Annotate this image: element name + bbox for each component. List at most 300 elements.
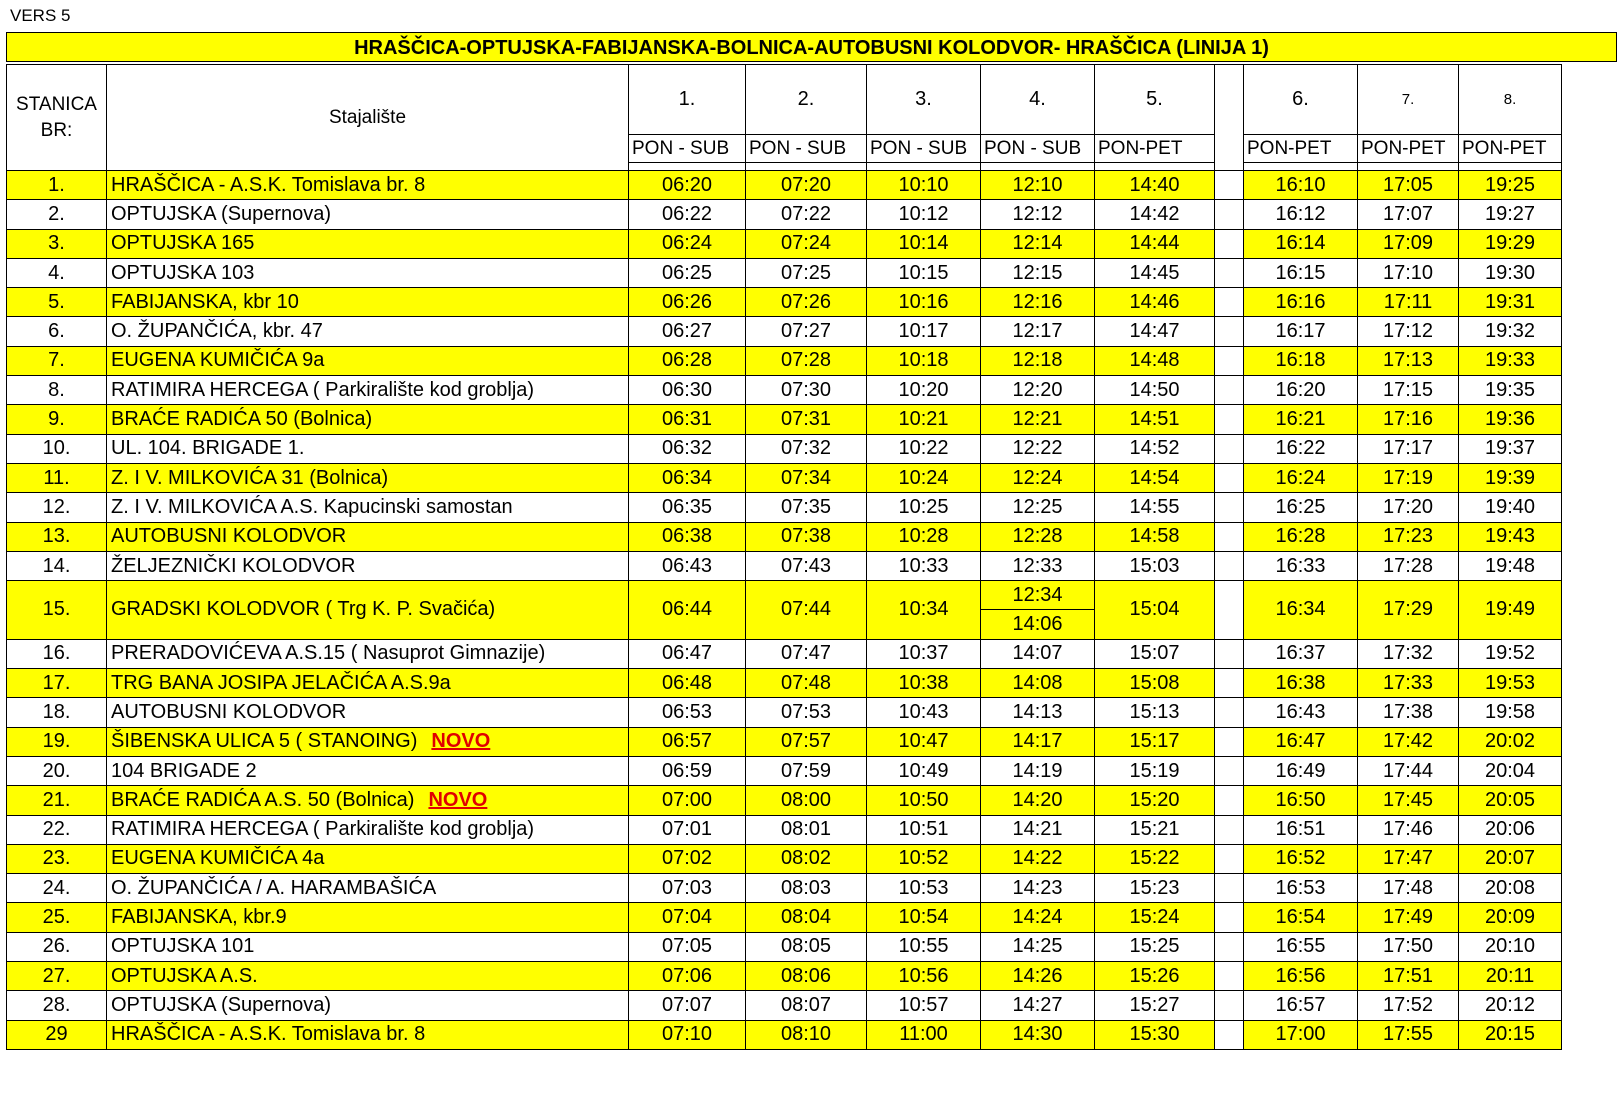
departure-time: 07:35 — [746, 493, 867, 522]
departure-time: 16:56 — [1244, 962, 1358, 991]
departure-time: 10:20 — [867, 376, 981, 405]
spacer-column — [1215, 756, 1244, 785]
departure-time: 12:34 — [981, 581, 1095, 610]
table-row — [7, 346, 1562, 375]
departure-time: 06:35 — [629, 493, 746, 522]
departure-time: 16:55 — [1244, 932, 1358, 961]
station-number: 18. — [7, 698, 107, 727]
departure-time: 12:18 — [981, 346, 1095, 375]
departure-time: 17:16 — [1358, 405, 1459, 434]
departure-time: 10:57 — [867, 991, 981, 1020]
departure-number: 7. — [1358, 65, 1459, 135]
departure-time: 17:17 — [1358, 434, 1459, 463]
departure-time: 14:06 — [981, 610, 1095, 639]
departure-time: 20:05 — [1459, 786, 1562, 815]
departure-time: 20:07 — [1459, 844, 1562, 873]
departure-time: 10:37 — [867, 639, 981, 668]
departure-time: 12:12 — [981, 200, 1095, 229]
departure-time: 19:27 — [1459, 200, 1562, 229]
departure-time: 19:36 — [1459, 405, 1562, 434]
departure-time: 10:10 — [867, 171, 981, 200]
stop-name: BRAĆE RADIĆA 50 (Bolnica) — [111, 408, 373, 431]
table-row — [7, 991, 1562, 1020]
departure-time: 19:31 — [1459, 288, 1562, 317]
spacer-column — [1215, 727, 1244, 756]
departure-time: 07:32 — [746, 434, 867, 463]
table-row — [7, 786, 1562, 815]
departure-time: 07:59 — [746, 756, 867, 785]
spacer-column — [1215, 639, 1244, 668]
stop-name: EUGENA KUMIČIĆA 4a — [111, 847, 325, 870]
departure-time: 17:10 — [1358, 258, 1459, 287]
departure-time: 17:29 — [1358, 581, 1459, 640]
stop-name: AUTOBUSNI KOLODVOR — [111, 525, 347, 548]
spacer-column — [1215, 962, 1244, 991]
departure-time: 07:53 — [746, 698, 867, 727]
table-row — [7, 229, 1562, 258]
stop-name: OPTUJSKA 165 — [111, 232, 255, 255]
table-row — [7, 962, 1562, 991]
departure-time: 10:38 — [867, 669, 981, 698]
table-row — [7, 434, 1562, 463]
departure-time: 16:17 — [1244, 317, 1358, 346]
spacer-column — [1215, 463, 1244, 492]
departure-time: 17:50 — [1358, 932, 1459, 961]
departure-time: 14:23 — [981, 874, 1095, 903]
departure-time: 17:12 — [1358, 317, 1459, 346]
departure-time: 19:49 — [1459, 581, 1562, 640]
departure-time: 16:53 — [1244, 874, 1358, 903]
departure-time: 15:27 — [1095, 991, 1215, 1020]
departure-time: 17:45 — [1358, 786, 1459, 815]
station-number: 25. — [7, 903, 107, 932]
departure-days: PON-PET — [1459, 135, 1562, 163]
table-row — [7, 844, 1562, 873]
departure-time: 06:43 — [629, 551, 746, 580]
stop-name: TRG BANA JOSIPA JELAČIĆA A.S.9a — [111, 671, 451, 694]
departure-time: 14:30 — [981, 1020, 1095, 1049]
departure-time: 16:54 — [1244, 903, 1358, 932]
departure-time: 10:43 — [867, 698, 981, 727]
departure-time: 14:47 — [1095, 317, 1215, 346]
departure-time: 14:19 — [981, 756, 1095, 785]
departure-time: 15:03 — [1095, 551, 1215, 580]
stop-name-cell — [107, 376, 629, 405]
station-number: 28. — [7, 991, 107, 1020]
departure-time: 16:34 — [1244, 581, 1358, 640]
departure-time: 14:25 — [981, 932, 1095, 961]
new-stop-badge: NOVO — [431, 730, 491, 753]
departure-time: 15:08 — [1095, 669, 1215, 698]
departure-time: 16:51 — [1244, 815, 1358, 844]
departure-time: 19:30 — [1459, 258, 1562, 287]
spacer-column — [1215, 874, 1244, 903]
spacer-column — [1215, 65, 1244, 171]
departure-time: 12:14 — [981, 229, 1095, 258]
departure-time: 17:38 — [1358, 698, 1459, 727]
departure-time: 15:20 — [1095, 786, 1215, 815]
stop-name-cell — [107, 171, 629, 200]
departure-time: 10:25 — [867, 493, 981, 522]
departure-days: PON - SUB — [981, 135, 1095, 163]
departure-number: 1. — [629, 65, 746, 135]
stop-name-cell — [107, 844, 629, 873]
spacer-column — [1215, 522, 1244, 551]
departure-time: 06:27 — [629, 317, 746, 346]
stop-name-cell — [107, 551, 629, 580]
table-row — [7, 874, 1562, 903]
departure-time: 12:15 — [981, 258, 1095, 287]
stop-name: PRERADOVIĆEVA A.S.15 ( Nasuprot Gimnazije) — [111, 642, 546, 665]
departure-time: 15:21 — [1095, 815, 1215, 844]
departure-time: 06:57 — [629, 727, 746, 756]
departure-time: 07:26 — [746, 288, 867, 317]
station-number: 10. — [7, 434, 107, 463]
table-row — [7, 727, 1562, 756]
departure-days: PON-PET — [1095, 135, 1215, 163]
departure-time: 12:22 — [981, 434, 1095, 463]
departure-time: 06:53 — [629, 698, 746, 727]
spacer-column — [1215, 932, 1244, 961]
departure-time: 12:21 — [981, 405, 1095, 434]
spacer-column — [1215, 669, 1244, 698]
departure-time: 16:14 — [1244, 229, 1358, 258]
spacer-column — [1215, 200, 1244, 229]
departure-time: 10:53 — [867, 874, 981, 903]
departure-time: 16:47 — [1244, 727, 1358, 756]
table-row — [7, 551, 1562, 580]
departure-time: 07:04 — [629, 903, 746, 932]
station-number: 24. — [7, 874, 107, 903]
departure-time: 08:03 — [746, 874, 867, 903]
departure-time: 10:18 — [867, 346, 981, 375]
departure-time: 06:26 — [629, 288, 746, 317]
header-row — [7, 65, 1562, 135]
stop-name: UL. 104. BRIGADE 1. — [111, 437, 305, 460]
departure-time: 07:34 — [746, 463, 867, 492]
stop-name: RATIMIRA HERCEGA ( Parkiralište kod groblja) — [111, 378, 535, 401]
stop-name-cell — [107, 874, 629, 903]
departure-time: 19:35 — [1459, 376, 1562, 405]
departure-time: 16:28 — [1244, 522, 1358, 551]
station-number: 1. — [7, 171, 107, 200]
departure-time: 20:10 — [1459, 932, 1562, 961]
departure-days: PON - SUB — [629, 135, 746, 163]
departure-time: 16:33 — [1244, 551, 1358, 580]
spacer-column — [1215, 288, 1244, 317]
departure-time: 06:20 — [629, 171, 746, 200]
departure-time: 10:15 — [867, 258, 981, 287]
departure-time: 17:48 — [1358, 874, 1459, 903]
departure-time: 08:10 — [746, 1020, 867, 1049]
departure-time: 08:04 — [746, 903, 867, 932]
spacer-column — [1215, 229, 1244, 258]
departure-time: 14:22 — [981, 844, 1095, 873]
departure-time: 10:47 — [867, 727, 981, 756]
station-number: 22. — [7, 815, 107, 844]
table-row — [7, 463, 1562, 492]
spacer-column — [1215, 844, 1244, 873]
station-number: 15. — [7, 581, 107, 640]
departure-time: 15:25 — [1095, 932, 1215, 961]
departure-time: 14:27 — [981, 991, 1095, 1020]
table-row — [7, 639, 1562, 668]
station-number: 4. — [7, 258, 107, 287]
departure-time: 07:28 — [746, 346, 867, 375]
departure-time: 16:18 — [1244, 346, 1358, 375]
table-row — [7, 376, 1562, 405]
table-row — [7, 581, 1562, 610]
departure-time: 16:57 — [1244, 991, 1358, 1020]
departure-time: 20:11 — [1459, 962, 1562, 991]
departure-time: 15:24 — [1095, 903, 1215, 932]
departure-time: 16:21 — [1244, 405, 1358, 434]
station-number: 16. — [7, 639, 107, 668]
departure-time: 12:24 — [981, 463, 1095, 492]
departure-time: 10:50 — [867, 786, 981, 815]
departure-time: 15:30 — [1095, 1020, 1215, 1049]
departure-time: 20:15 — [1459, 1020, 1562, 1049]
departure-time: 10:21 — [867, 405, 981, 434]
table-row — [7, 258, 1562, 287]
station-number: 17. — [7, 669, 107, 698]
station-number: 2. — [7, 200, 107, 229]
spacer-column — [1215, 991, 1244, 1020]
stop-name-cell — [107, 258, 629, 287]
departure-days: PON - SUB — [746, 135, 867, 163]
departure-time: 20:09 — [1459, 903, 1562, 932]
departure-time: 07:43 — [746, 551, 867, 580]
departure-time: 16:37 — [1244, 639, 1358, 668]
spacer-column — [1215, 346, 1244, 375]
stop-name: HRAŠČICA - A.S.K. Tomislava br. 8 — [111, 1023, 426, 1046]
stop-name-cell — [107, 200, 629, 229]
station-number: 11. — [7, 463, 107, 492]
station-number: 3. — [7, 229, 107, 258]
stop-name: RATIMIRA HERCEGA ( Parkiralište kod groblja) — [111, 818, 535, 841]
departure-time: 06:44 — [629, 581, 746, 640]
departure-time: 16:43 — [1244, 698, 1358, 727]
stop-name: OPTUJSKA 101 — [111, 935, 255, 958]
departure-time: 06:24 — [629, 229, 746, 258]
departure-time: 15:19 — [1095, 756, 1215, 785]
departure-time: 14:21 — [981, 815, 1095, 844]
stop-name: ŽELJEZNIČKI KOLODVOR — [111, 554, 356, 577]
stop-name-cell — [107, 288, 629, 317]
departure-time: 17:52 — [1358, 991, 1459, 1020]
departure-time: 16:22 — [1244, 434, 1358, 463]
departure-time: 12:17 — [981, 317, 1095, 346]
departure-time: 17:07 — [1358, 200, 1459, 229]
departure-time: 06:25 — [629, 258, 746, 287]
departure-time: 17:19 — [1358, 463, 1459, 492]
departure-number: 3. — [867, 65, 981, 135]
departure-time: 12:20 — [981, 376, 1095, 405]
station-number: 8. — [7, 376, 107, 405]
departure-time: 17:28 — [1358, 551, 1459, 580]
table-row — [7, 317, 1562, 346]
departure-time: 08:00 — [746, 786, 867, 815]
departure-time: 14:40 — [1095, 171, 1215, 200]
departure-time: 17:05 — [1358, 171, 1459, 200]
departure-time: 14:52 — [1095, 434, 1215, 463]
departure-time: 16:24 — [1244, 463, 1358, 492]
departure-time: 19:33 — [1459, 346, 1562, 375]
departure-days: PON-PET — [1358, 135, 1459, 163]
departure-time: 14:17 — [981, 727, 1095, 756]
new-stop-badge: NOVO — [428, 788, 488, 811]
departure-time: 06:38 — [629, 522, 746, 551]
departure-number: 6. — [1244, 65, 1358, 135]
stop-name-cell — [107, 434, 629, 463]
departure-time: 07:03 — [629, 874, 746, 903]
departure-time: 07:31 — [746, 405, 867, 434]
departure-time: 15:07 — [1095, 639, 1215, 668]
departure-time: 17:55 — [1358, 1020, 1459, 1049]
stop-name: BRAĆE RADIĆA A.S. 50 (Bolnica) — [111, 788, 415, 811]
departure-time: 10:17 — [867, 317, 981, 346]
spacer-column — [1215, 903, 1244, 932]
stop-name: OPTUJSKA A.S. — [111, 964, 258, 987]
departure-time: 07:05 — [629, 932, 746, 961]
departure-time: 10:34 — [867, 581, 981, 640]
departure-time: 16:52 — [1244, 844, 1358, 873]
departure-time: 16:50 — [1244, 786, 1358, 815]
stop-name-cell — [107, 991, 629, 1020]
departure-time: 10:33 — [867, 551, 981, 580]
station-number: 23. — [7, 844, 107, 873]
departure-time: 08:06 — [746, 962, 867, 991]
table-row — [7, 405, 1562, 434]
departure-days: PON - SUB — [867, 135, 981, 163]
departure-time: 17:00 — [1244, 1020, 1358, 1049]
departure-time: 19:29 — [1459, 229, 1562, 258]
stop-name-cell — [107, 698, 629, 727]
stop-name-cell — [107, 903, 629, 932]
departure-time: 14:48 — [1095, 346, 1215, 375]
departure-time: 07:57 — [746, 727, 867, 756]
stop-name: OPTUJSKA 103 — [111, 261, 255, 284]
departure-time: 07:01 — [629, 815, 746, 844]
departure-time: 17:46 — [1358, 815, 1459, 844]
departure-time: 17:32 — [1358, 639, 1459, 668]
departure-time: 19:52 — [1459, 639, 1562, 668]
stop-name-cell — [107, 463, 629, 492]
departure-time: 19:48 — [1459, 551, 1562, 580]
departure-time: 10:51 — [867, 815, 981, 844]
spacer-column — [1215, 1020, 1244, 1049]
stop-name: FABIJANSKA, kbr 10 — [111, 290, 299, 313]
stop-name: GRADSKI KOLODVOR ( Trg K. P. Svačića) — [111, 598, 496, 621]
stop-name: AUTOBUSNI KOLODVOR — [111, 700, 347, 723]
departure-number: 2. — [746, 65, 867, 135]
table-row — [7, 288, 1562, 317]
station-number: 14. — [7, 551, 107, 580]
departure-time: 14:50 — [1095, 376, 1215, 405]
station-number: 7. — [7, 346, 107, 375]
stop-name-cell — [107, 581, 629, 640]
departure-time: 10:56 — [867, 962, 981, 991]
departure-time: 10:55 — [867, 932, 981, 961]
departure-time: 14:45 — [1095, 258, 1215, 287]
stop-name-cell — [107, 1020, 629, 1049]
departure-time: 12:10 — [981, 171, 1095, 200]
departure-time: 17:44 — [1358, 756, 1459, 785]
departure-time: 08:05 — [746, 932, 867, 961]
departure-time: 19:53 — [1459, 669, 1562, 698]
departure-time: 06:28 — [629, 346, 746, 375]
departure-time: 12:33 — [981, 551, 1095, 580]
stop-name-cell — [107, 786, 629, 815]
stop-name-cell — [107, 932, 629, 961]
departure-time: 17:20 — [1358, 493, 1459, 522]
departure-time: 07:10 — [629, 1020, 746, 1049]
departure-time: 06:59 — [629, 756, 746, 785]
departure-time: 10:12 — [867, 200, 981, 229]
departure-time: 08:02 — [746, 844, 867, 873]
departure-time: 19:40 — [1459, 493, 1562, 522]
departure-time: 10:24 — [867, 463, 981, 492]
stajaliste-header: Stajalište — [107, 65, 629, 171]
departure-time: 17:11 — [1358, 288, 1459, 317]
departure-time: 14:26 — [981, 962, 1095, 991]
departure-time: 14:13 — [981, 698, 1095, 727]
departure-time: 17:51 — [1358, 962, 1459, 991]
departure-time: 10:49 — [867, 756, 981, 785]
departure-time: 06:34 — [629, 463, 746, 492]
spacer-column — [1215, 698, 1244, 727]
departure-time: 17:13 — [1358, 346, 1459, 375]
departure-time: 14:58 — [1095, 522, 1215, 551]
departure-time: 14:08 — [981, 669, 1095, 698]
stop-name: HRAŠČICA - A.S.K. Tomislava br. 8 — [111, 173, 426, 196]
departure-time: 14:44 — [1095, 229, 1215, 258]
departure-time: 14:42 — [1095, 200, 1215, 229]
stop-name-cell — [107, 669, 629, 698]
stop-name-cell — [107, 493, 629, 522]
spacer-column — [1215, 171, 1244, 200]
stop-name-cell — [107, 405, 629, 434]
departure-time: 14:51 — [1095, 405, 1215, 434]
stop-name-cell — [107, 639, 629, 668]
departure-time: 16:20 — [1244, 376, 1358, 405]
station-number: 12. — [7, 493, 107, 522]
stop-name: ŠIBENSKA ULICA 5 ( STANOING) — [111, 730, 418, 753]
departure-time: 19:32 — [1459, 317, 1562, 346]
station-number: 27. — [7, 962, 107, 991]
stop-name: Z. I V. MILKOVIĆA A.S. Kapucinski samostan — [111, 495, 513, 518]
departure-time: 07:25 — [746, 258, 867, 287]
stop-name: 104 BRIGADE 2 — [111, 759, 257, 782]
departure-time: 16:15 — [1244, 258, 1358, 287]
departure-time: 20:12 — [1459, 991, 1562, 1020]
timetable — [6, 64, 1562, 1050]
stop-name-cell — [107, 317, 629, 346]
stop-name-cell — [107, 346, 629, 375]
table-row — [7, 932, 1562, 961]
station-number: 29 — [7, 1020, 107, 1049]
spacer-column — [1215, 317, 1244, 346]
departure-time: 07:00 — [629, 786, 746, 815]
departure-time: 15:13 — [1095, 698, 1215, 727]
departure-time: 17:33 — [1358, 669, 1459, 698]
spacer-column — [1215, 815, 1244, 844]
station-number: 20. — [7, 756, 107, 785]
stop-name-cell — [107, 522, 629, 551]
table-row — [7, 1020, 1562, 1049]
departure-time: 15:17 — [1095, 727, 1215, 756]
departure-time: 19:43 — [1459, 522, 1562, 551]
